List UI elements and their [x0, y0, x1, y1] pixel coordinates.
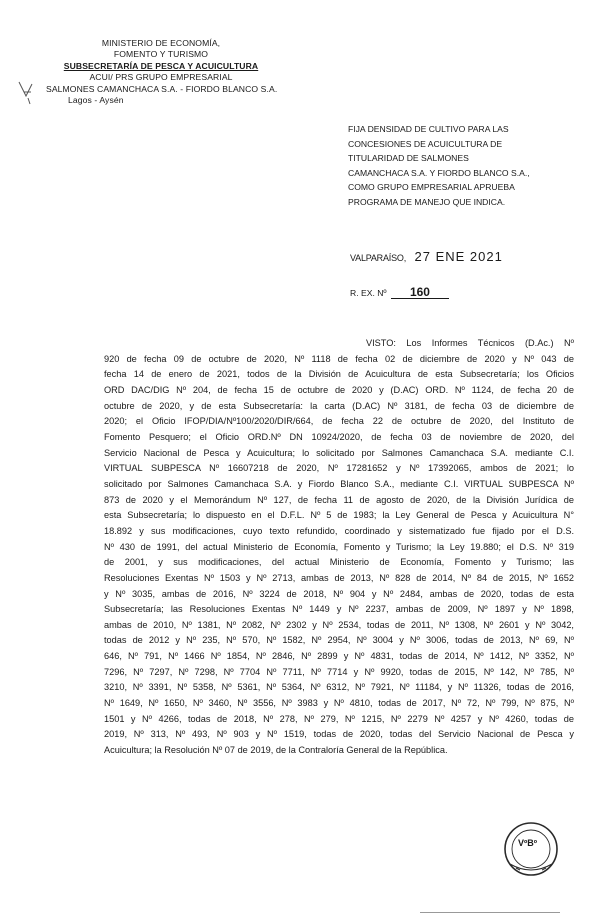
date-place: VALPARAÍSO, [350, 253, 406, 263]
visto-line: Resoluciones Exentas Nº 1503 y Nº 2713, ambas de 2013, Nº 828 de 2014, Nº 84 de 2015, Nº 1652 [104, 572, 574, 583]
visto-line: 2020; el Oficio IFOP/DIA/Nº100/2020/DIR/664, de fecha 22 de octubre de 2020, del Instituto de [104, 416, 574, 427]
visto-line: 873 de 2020 y el Memorándum Nº 127, de fecha 11 de agosto de 2020, de la División Jurídica de [104, 494, 574, 505]
visto-line: Nº 430 de 1991, del actual Ministerio de Economía, Fomento y Turismo; la Ley 19.880; el D.S. Nº 319 [104, 541, 574, 552]
visto-line: de 2001, y sus modificaciones, del actual Ministerio de Economía, Fomento y Turismo; las [104, 557, 574, 568]
visto-line: Fomento Pesquero; el Oficio ORD.Nº DN 10924/2020, de fecha 03 de noviembre de 2020, del [104, 431, 574, 442]
visto-line: 18.892 y sus modificaciones, cuyo texto refundido, coordinado y sistematizado fue fijado por el D.S. [104, 525, 574, 536]
visto-line: 3210, Nº 3391, Nº 5358, Nº 5361, Nº 5364, Nº 6312, Nº 7921, Nº 11184, y Nº 11326, todas de 2016, [104, 682, 574, 693]
reference-line-2: SALMONES CAMANCHACA S.A. - FIORDO BLANCO S.A. [46, 83, 278, 94]
stamp-label: VºBº [518, 838, 538, 848]
visto-line: solicitado por Salmones Camanchaca S.A. y Fiordo Blanco S.A., mediante C.I. VIRTUAL SUBPESCA Nº [104, 478, 574, 489]
subject-line: CONCESIONES DE ACUICULTURA DE [348, 138, 503, 149]
page-divider [420, 912, 560, 913]
reference-line-1: ACUI/ PRS GRUPO EMPRESARIAL [89, 72, 233, 83]
visto-line: Servicio Nacional de Pesca y Acuicultura; lo solicitado por Salmones Camanchaca S.A. mediante C.I. [104, 447, 574, 458]
subject-line: PROGRAMA DE MANEJO QUE INDICA. [348, 196, 506, 207]
date-line [350, 249, 503, 264]
visto-line: fecha 14 de enero de 2021, todos de la División de Acuicultura de esta Subsecretaría; los Oficios [104, 369, 574, 380]
subject-line: CAMANCHACA S.A. Y FIORDO BLANCO S.A., [348, 167, 530, 178]
date-stamp: 27 ENE 2021 [414, 249, 503, 264]
visto-line: octubre de 2020, y de esta Subsecretaría: la carta (D.AC) Nº 3181, de fecha 03 de diciembre de [104, 400, 574, 411]
visto-line: 646, Nº 791, Nº 1466 Nº 1854, Nº 2846, Nº 2899 y Nº 4831, todas de 2014, Nº 1412, Nº 3352, Nº [104, 651, 574, 662]
ministry-line-2: FOMENTO Y TURISMO [113, 49, 209, 60]
visto-line: Acuicultura; la Resolución Nº 07 de 2019, de la Contraloría General de la República. [104, 745, 448, 756]
resolution-prefix: R. EX. Nº [350, 288, 387, 298]
resolution-number-line [350, 287, 449, 299]
letterhead [46, 38, 276, 106]
visto-line: ORD DAC/DIG Nº 204, de fecha 15 de octubre de 2020 y (D.AC) ORD. Nº 1124, de fecha 20 de [104, 384, 574, 395]
visto-line: 2019, Nº 313, Nº 493, Nº 903 y Nº 1519, todas de 2020, todas del Servicio Nacional de Pesca y [104, 729, 574, 740]
undersecretariat-name: SUBSECRETARÍA DE PESCA Y ACUICULTURA [63, 60, 259, 71]
visto-line: esta Subsecretaría; lo dispuesto en el D.F.L. Nº 5 de 1983; la Ley General de Pesca y Acuicultura N° [104, 510, 574, 521]
visto-line: 1501 y Nº 4266, todas de 2018, Nº 278, Nº 279, Nº 1215, Nº 2279 Nº 4257 y Nº 4260, todas de [104, 713, 574, 724]
subject-line: TITULARIDAD DE SALMONES [348, 153, 469, 164]
subject-line: FIJA DENSIDAD DE CULTIVO PARA LAS [348, 124, 509, 134]
visto-paragraph [104, 336, 574, 759]
visto-line: VIRTUAL SUBPESCA Nº 16607218 de 2020, Nº 17281652 y Nº 17392065, ambos de 2021; lo [104, 463, 574, 474]
resolution-subject [348, 122, 574, 210]
handwritten-initial-mark [16, 78, 38, 106]
location-line: Lagos - Aysén [68, 95, 124, 106]
visto-line: 920 de fecha 09 de octubre de 2020, Nº 1118 de fecha 02 de diciembre de 2020 y Nº 043 de [104, 353, 574, 364]
subject-line: COMO GRUPO EMPRESARIAL APRUEBA [348, 182, 515, 193]
visto-line: 7296, Nº 7297, Nº 7298, Nº 7704 Nº 7711, Nº 7714 y Nº 9920, todas de 2015, Nº 142, Nº 785, Nº [104, 666, 574, 677]
visto-line: y Nº 3035, ambas de 2016, Nº 3224 de 2018, Nº 904 y Nº 2484, ambas de 2020, todas de esta [104, 588, 574, 599]
visto-line: Subsecretaría; las Resoluciones Exentas Nº 1449 y Nº 2237, ambas de 2009, Nº 1897 y Nº 1898, [104, 604, 574, 615]
approval-stamp-icon [502, 820, 560, 878]
visto-line: ambas de 2010, Nº 1381, Nº 2082, Nº 2302 y Nº 2534, todas de 2011, Nº 1308, Nº 2601 y Nº 3042, [104, 619, 574, 630]
resolution-number: 160 [391, 287, 449, 299]
visto-line: Nº 1649, Nº 1650, Nº 3460, Nº 3556, Nº 3983 y Nº 4810, todas de 2017, Nº 72, Nº 799, Nº 875, Nº [104, 698, 574, 709]
ministry-line-1: MINISTERIO DE ECONOMÍA, [101, 38, 221, 48]
visto-line: todas de 2012 y Nº 235, Nº 570, Nº 1582, Nº 2954, Nº 3004 y Nº 3006, todas de 2013, Nº 69, Nº [104, 635, 574, 646]
visto-line: VISTO: Los Informes Técnicos (D.Ac.) Nº [366, 338, 574, 348]
